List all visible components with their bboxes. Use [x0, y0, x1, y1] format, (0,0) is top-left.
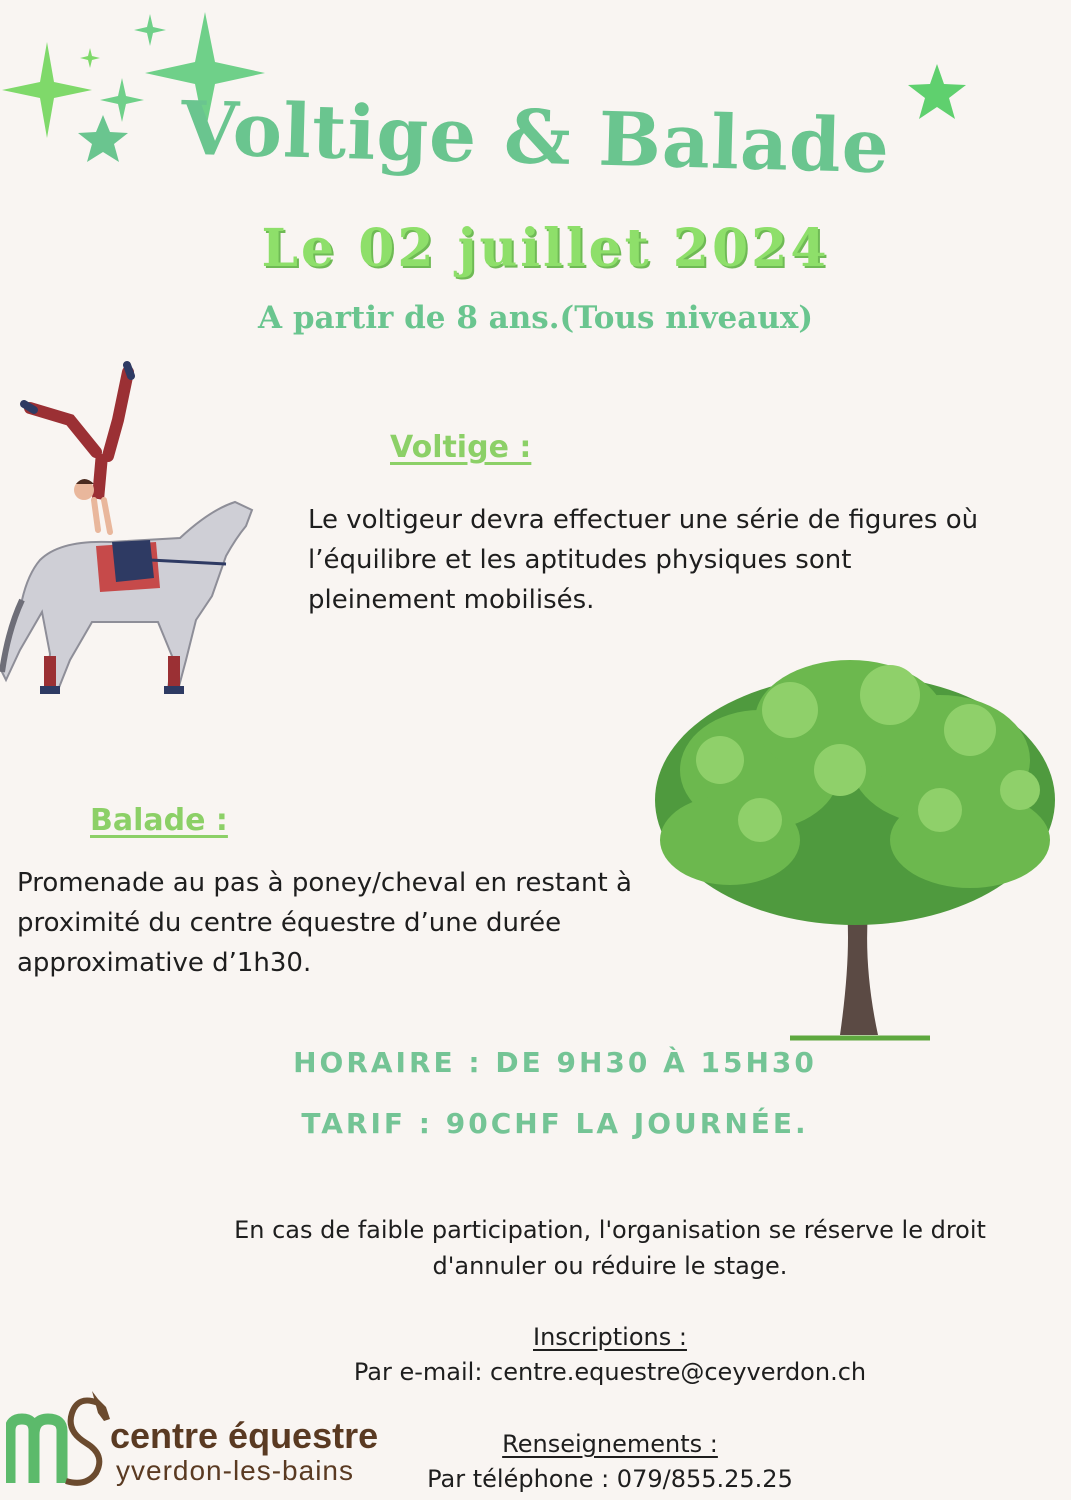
logo	[6, 1385, 396, 1490]
inscriptions-email[interactable]: Par e-mail: centre.equestre@ceyverdon.ch	[353, 1358, 867, 1386]
renseignements-phone[interactable]: Par téléphone : 079/855.25.25	[427, 1465, 793, 1493]
renseignements-label: Renseignements :	[502, 1430, 718, 1458]
schedule-info: HORAIRE : DE 9H30 À 15H30	[293, 1046, 817, 1079]
inscriptions-label: Inscriptions :	[533, 1323, 687, 1351]
balade-description: Promenade au pas à poney/cheval en restant à proximité du centre équestre d’une durée approximative d’1h30.	[17, 868, 632, 978]
balade-heading: Balade :	[90, 803, 228, 838]
logo-line1: centre équestre	[110, 1415, 379, 1456]
price-info: TARIF : 90CHF LA JOURNÉE.	[301, 1107, 809, 1140]
cancellation-notice: En cas de faible participation, l'organisation se réserve le droit d'annuler ou réduire le stage.	[234, 1216, 986, 1280]
voltige-heading: Voltige :	[390, 430, 532, 465]
voltige-description: Le voltigeur devra effectuer une série de figures où l’équilibre et les aptitudes physiques sont pleinement mobilisés.	[308, 505, 979, 615]
age-requirement: A partir de 8 ans.(Tous niveaux)	[257, 300, 814, 336]
page-title: Voltige & Balade	[180, 85, 891, 191]
logo-line2: yverdon-les-bains	[116, 1455, 354, 1486]
inscriptions-block	[300, 1320, 920, 1390]
logo-horse-mark-icon	[6, 1385, 116, 1490]
tree-illustration	[640, 650, 1070, 1045]
event-date: Le 02 juillet 2024	[261, 218, 830, 279]
sparkle-icon	[134, 14, 166, 46]
renseignements-block	[400, 1427, 820, 1497]
sparkle-icon	[80, 48, 100, 68]
vaulter-horse-illustration	[0, 360, 270, 705]
